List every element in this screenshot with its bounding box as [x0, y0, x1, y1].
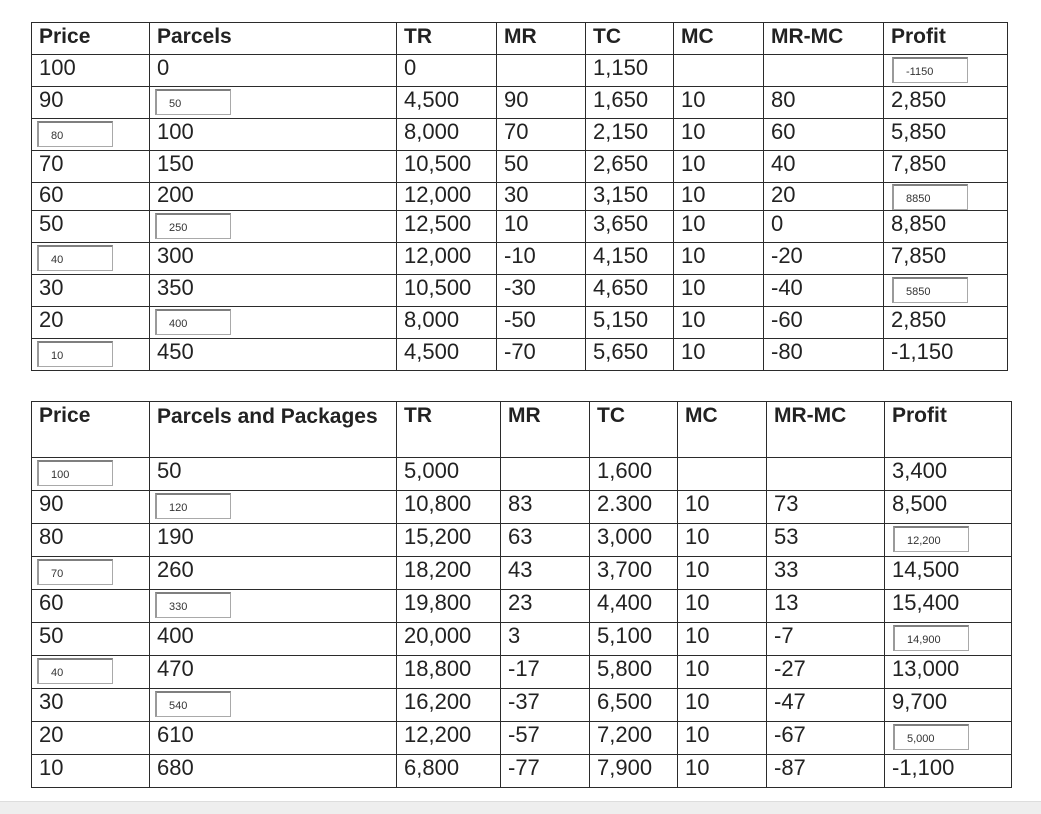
cell-mc: 10	[678, 689, 767, 722]
table-row	[32, 87, 1008, 119]
cell-tr: 10,500	[397, 275, 497, 307]
col-header-mc: MC	[678, 402, 767, 458]
price-answer-input[interactable]	[37, 341, 113, 367]
cell-tr: 20,000	[397, 623, 501, 656]
cell-price: 30	[32, 275, 150, 307]
cell-quantity: 50	[150, 458, 397, 491]
cell-profit	[884, 55, 1008, 87]
cell-profit: 2,850	[884, 307, 1008, 339]
cell-tr: 12,500	[397, 211, 497, 243]
cell-tc: 5,100	[590, 623, 678, 656]
cell-tr: 8,000	[397, 307, 497, 339]
cell-price: 20	[32, 722, 150, 755]
table-row	[32, 590, 1012, 623]
cell-mr	[497, 55, 586, 87]
cell-quantity: 350	[150, 275, 397, 307]
cell-price: 70	[32, 151, 150, 183]
table-body	[32, 55, 1008, 371]
cell-quantity	[150, 211, 397, 243]
cell-tc: 7,900	[590, 755, 678, 788]
price-answer-input[interactable]	[37, 245, 113, 271]
cell-mr: -17	[501, 656, 590, 689]
cell-profit	[885, 524, 1012, 557]
cell-price: 10	[32, 755, 150, 788]
cell-tc: 3,000	[590, 524, 678, 557]
cell-price: 60	[32, 183, 150, 211]
cell-quantity: 100	[150, 119, 397, 151]
table-row	[32, 524, 1012, 557]
cell-mr	[501, 458, 590, 491]
cell-price: 90	[32, 491, 150, 524]
cell-tc: 3,650	[586, 211, 674, 243]
cell-tr: 12,000	[397, 243, 497, 275]
cell-mr-mc: 53	[767, 524, 885, 557]
table-row	[32, 243, 1008, 275]
price-answer-input[interactable]	[37, 559, 113, 585]
cell-mr-mc: -20	[764, 243, 884, 275]
cell-quantity: 450	[150, 339, 397, 371]
table-row	[32, 275, 1008, 307]
cell-quantity: 150	[150, 151, 397, 183]
col-header-profit: Profit	[884, 23, 1008, 55]
cell-mc	[674, 55, 764, 87]
cell-tr: 6,800	[397, 755, 501, 788]
table-row	[32, 339, 1008, 371]
col-header-mr-mc: MR-MC	[764, 23, 884, 55]
col-header-price: Price	[32, 402, 150, 458]
profit-answer-input[interactable]	[893, 526, 969, 552]
cell-profit: 2,850	[884, 87, 1008, 119]
profit-answer-input[interactable]	[892, 57, 968, 83]
quantity-answer-input[interactable]	[155, 493, 231, 519]
cell-tc: 2,650	[586, 151, 674, 183]
cell-tr: 19,800	[397, 590, 501, 623]
cell-mc: 10	[674, 183, 764, 211]
cell-quantity	[150, 689, 397, 722]
cell-tr: 12,000	[397, 183, 497, 211]
cell-quantity: 0	[150, 55, 397, 87]
cell-tc: 3,150	[586, 183, 674, 211]
cell-mr-mc: 60	[764, 119, 884, 151]
col-header-price: Price	[32, 23, 150, 55]
cell-tc: 4,650	[586, 275, 674, 307]
cell-mr: 63	[501, 524, 590, 557]
header-row	[32, 402, 1012, 458]
table-row	[32, 183, 1008, 211]
profit-answer-input[interactable]	[892, 184, 968, 210]
cell-profit: 13,000	[885, 656, 1012, 689]
cell-tr: 12,200	[397, 722, 501, 755]
table-row	[32, 755, 1012, 788]
col-header-mr: MR	[497, 23, 586, 55]
table-body	[32, 458, 1012, 788]
cell-tr: 10,800	[397, 491, 501, 524]
cell-price	[32, 243, 150, 275]
parcels-table	[31, 22, 1008, 371]
cell-tc: 2,150	[586, 119, 674, 151]
quantity-answer-input[interactable]	[155, 592, 231, 618]
page-footer-bar	[0, 801, 1041, 814]
cell-mr: 30	[497, 183, 586, 211]
cell-profit: 8,500	[885, 491, 1012, 524]
cell-price: 20	[32, 307, 150, 339]
col-header-tr: TR	[397, 402, 501, 458]
col-header-tc: TC	[590, 402, 678, 458]
cell-tc: 4,150	[586, 243, 674, 275]
cell-mr: -70	[497, 339, 586, 371]
cell-mc: 10	[678, 491, 767, 524]
cell-tr: 18,200	[397, 557, 501, 590]
cell-tr: 18,800	[397, 656, 501, 689]
cell-mr-mc: -47	[767, 689, 885, 722]
header-row	[32, 23, 1008, 55]
table-row	[32, 307, 1008, 339]
cell-price: 100	[32, 55, 150, 87]
cell-tr: 5,000	[397, 458, 501, 491]
cell-mr: -57	[501, 722, 590, 755]
cell-mr-mc: -80	[764, 339, 884, 371]
cell-mc: 10	[674, 275, 764, 307]
cell-mr-mc: 33	[767, 557, 885, 590]
table-row	[32, 623, 1012, 656]
cell-price	[32, 557, 150, 590]
quantity-answer-input[interactable]	[155, 213, 231, 239]
cell-quantity: 610	[150, 722, 397, 755]
cell-profit: 14,500	[885, 557, 1012, 590]
cell-mr-mc: 80	[764, 87, 884, 119]
price-answer-input[interactable]	[37, 658, 113, 684]
cell-mr: 23	[501, 590, 590, 623]
table-row	[32, 557, 1012, 590]
cell-mr: 50	[497, 151, 586, 183]
cell-price	[32, 656, 150, 689]
cell-profit	[885, 623, 1012, 656]
cell-mc: 10	[674, 87, 764, 119]
cell-tr: 8,000	[397, 119, 497, 151]
cell-price	[32, 119, 150, 151]
table-row	[32, 458, 1012, 491]
cell-mc: 10	[678, 623, 767, 656]
cell-tr: 4,500	[397, 339, 497, 371]
col-header-tc: TC	[586, 23, 674, 55]
cell-tc: 5,650	[586, 339, 674, 371]
cell-tc: 4,400	[590, 590, 678, 623]
cell-mc: 10	[674, 151, 764, 183]
cell-tc: 3,700	[590, 557, 678, 590]
col-header-parcels-and-packages: Parcels and Packages	[150, 402, 397, 458]
parcels-and-packages-table	[31, 401, 1012, 788]
cell-mr-mc: 73	[767, 491, 885, 524]
col-header-mr: MR	[501, 402, 590, 458]
cell-profit: 7,850	[884, 151, 1008, 183]
cell-price: 80	[32, 524, 150, 557]
cell-mr: -50	[497, 307, 586, 339]
cell-profit	[884, 183, 1008, 211]
cell-mr: 83	[501, 491, 590, 524]
cell-profit	[884, 275, 1008, 307]
col-header-tr: TR	[397, 23, 497, 55]
col-header-mr-mc: MR-MC	[767, 402, 885, 458]
cell-mr-mc: 13	[767, 590, 885, 623]
cell-profit: 5,850	[884, 119, 1008, 151]
cell-mr: 90	[497, 87, 586, 119]
table-row	[32, 722, 1012, 755]
cell-quantity: 680	[150, 755, 397, 788]
cell-tc: 6,500	[590, 689, 678, 722]
cell-mc: 10	[674, 211, 764, 243]
table-row	[32, 491, 1012, 524]
cell-price: 90	[32, 87, 150, 119]
price-answer-input[interactable]	[37, 460, 113, 486]
cell-quantity	[150, 87, 397, 119]
cell-quantity	[150, 590, 397, 623]
cell-price: 50	[32, 623, 150, 656]
cell-mr: -77	[501, 755, 590, 788]
cell-tc: 7,200	[590, 722, 678, 755]
cell-mr-mc: -40	[764, 275, 884, 307]
cell-price: 50	[32, 211, 150, 243]
profit-answer-input[interactable]	[892, 277, 968, 303]
cell-mr-mc: -60	[764, 307, 884, 339]
cell-mr: 3	[501, 623, 590, 656]
cell-mc: 10	[678, 722, 767, 755]
cell-mr-mc	[764, 55, 884, 87]
cell-quantity	[150, 491, 397, 524]
cell-mr-mc: 0	[764, 211, 884, 243]
cell-mr: -10	[497, 243, 586, 275]
cell-mr-mc	[767, 458, 885, 491]
cell-tc: 5,800	[590, 656, 678, 689]
table-row	[32, 689, 1012, 722]
cell-quantity: 190	[150, 524, 397, 557]
cell-tr: 4,500	[397, 87, 497, 119]
cell-quantity: 260	[150, 557, 397, 590]
cell-mc: 10	[674, 243, 764, 275]
cell-quantity	[150, 307, 397, 339]
cell-mr: -37	[501, 689, 590, 722]
col-header-mc: MC	[674, 23, 764, 55]
cell-mc: 10	[678, 557, 767, 590]
table-row	[32, 656, 1012, 689]
cell-mr-mc: -67	[767, 722, 885, 755]
cell-tc: 1,650	[586, 87, 674, 119]
cell-quantity: 200	[150, 183, 397, 211]
cell-tc: 2.300	[590, 491, 678, 524]
cell-quantity: 300	[150, 243, 397, 275]
col-header-parcels: Parcels	[150, 23, 397, 55]
quantity-answer-input[interactable]	[155, 691, 231, 717]
cell-price	[32, 339, 150, 371]
cell-tr: 10,500	[397, 151, 497, 183]
cell-tr: 15,200	[397, 524, 501, 557]
cell-mr-mc: -87	[767, 755, 885, 788]
table-row	[32, 55, 1008, 87]
quantity-answer-input[interactable]	[155, 309, 231, 335]
cell-profit: 3,400	[885, 458, 1012, 491]
cell-quantity: 470	[150, 656, 397, 689]
cell-price: 60	[32, 590, 150, 623]
cell-tc: 1,600	[590, 458, 678, 491]
price-answer-input[interactable]	[37, 121, 113, 147]
profit-answer-input[interactable]	[893, 625, 969, 651]
cell-mc: 10	[674, 307, 764, 339]
cell-mr: 10	[497, 211, 586, 243]
cell-profit: 8,850	[884, 211, 1008, 243]
cell-mr: 43	[501, 557, 590, 590]
cell-mc: 10	[678, 755, 767, 788]
cell-profit: 15,400	[885, 590, 1012, 623]
col-header-profit: Profit	[885, 402, 1012, 458]
cell-mr-mc: -27	[767, 656, 885, 689]
table-row	[32, 211, 1008, 243]
profit-answer-input[interactable]	[893, 724, 969, 750]
cell-mc: 10	[678, 590, 767, 623]
cell-tc: 5,150	[586, 307, 674, 339]
table-row	[32, 119, 1008, 151]
cell-mc: 10	[678, 656, 767, 689]
quantity-answer-input[interactable]	[155, 89, 231, 115]
cell-mr-mc: -7	[767, 623, 885, 656]
cell-profit: 9,700	[885, 689, 1012, 722]
table-row	[32, 151, 1008, 183]
cell-quantity: 400	[150, 623, 397, 656]
cell-mc: 10	[674, 339, 764, 371]
cell-mr-mc: 40	[764, 151, 884, 183]
cell-profit	[885, 722, 1012, 755]
cell-mr: -30	[497, 275, 586, 307]
cell-mc	[678, 458, 767, 491]
cell-price	[32, 458, 150, 491]
cell-mc: 10	[678, 524, 767, 557]
cell-tr: 16,200	[397, 689, 501, 722]
cell-tc: 1,150	[586, 55, 674, 87]
cell-mr: 70	[497, 119, 586, 151]
cell-price: 30	[32, 689, 150, 722]
cell-mr-mc: 20	[764, 183, 884, 211]
cell-profit: -1,100	[885, 755, 1012, 788]
cell-tr: 0	[397, 55, 497, 87]
cell-profit: -1,150	[884, 339, 1008, 371]
cell-mc: 10	[674, 119, 764, 151]
cell-profit: 7,850	[884, 243, 1008, 275]
